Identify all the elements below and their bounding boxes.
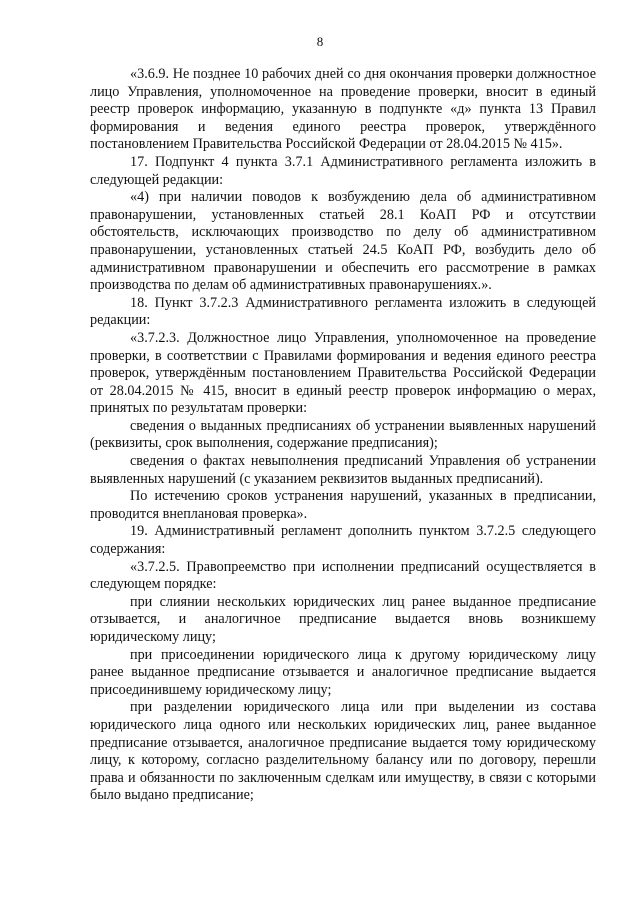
paragraph-prescriptions-info: сведения о выданных предписаниях об устранении выявленных нарушений (реквизиты, срок выполнения, содержание предписания); bbox=[90, 417, 596, 452]
paragraph-3-7-2-3: «3.7.2.3. Должностное лицо Управления, уполномоченное на проведение проверки, в соответствии с Правилами формирования и ведения единого реестра проверок, утверждённым постановлением Правительства Российской Федерации от 28.04.2015 № 415, вносит в единый реестр проверок информацию о мерах, принятых по результатам проверки: bbox=[90, 329, 596, 417]
paragraph-unscheduled-inspection: По истечению сроков устранения нарушений, указанных в предписании, проводится внеплановая проверка». bbox=[90, 488, 596, 522]
paragraph-item-19: 19. Административный регламент дополнить пунктом 3.7.2.5 следующего содержания: bbox=[90, 523, 596, 558]
document-body bbox=[90, 66, 596, 805]
paragraph-item-18: 18. Пункт 3.7.2.3 Административного регламента изложить в следующей редакции: bbox=[90, 294, 596, 329]
paragraph-accession: при присоединении юридического лица к другому юридическому лицу ранее выданное предписание отзывается и аналогичное предписание выдается присоединившему юридическому лицу; bbox=[90, 646, 596, 698]
paragraph-non-fulfillment-info: сведения о фактах невыполнения предписаний Управления об устранении выявленных нарушений (с указанием реквизитов выданных предписаний). bbox=[90, 453, 596, 487]
paragraph-item-17: 17. Подпункт 4 пункта 3.7.1 Административного регламента изложить в следующей редакции: bbox=[90, 153, 596, 188]
paragraph-3-6-9: «3.6.9. Не позднее 10 рабочих дней со дня окончания проверки должностное лицо Управления, уполномоченное на проведение проверки, вносит в единый реестр проверок информацию, указанную в подпункте «д» пункта 13 Правил формирования и ведения единого реестра проверок, утверждённого постановлением Правительства Российской Федерации от 28.04.2015 № 415». bbox=[90, 66, 596, 153]
paragraph-division: при разделении юридического лица или при выделении из состава юридического лица одного или нескольких юридических лиц, ранее выданное предписание отзывается, аналогичное предписание выдается тому юридическому лицу, к которому, согласно разделительному балансу или по договору, перешли права и обязанности по заключенным сделкам или имуществу, в связи с которыми было выдано предписание; bbox=[90, 699, 596, 804]
page-number: 8 bbox=[316, 34, 324, 49]
paragraph-merger: при слиянии нескольких юридических лиц ранее выданное предписание отзывается, и аналогичное предписание выдается вновь возникшему юридическому лицу; bbox=[90, 593, 596, 645]
paragraph-3-7-2-5: «3.7.2.5. Правопреемство при исполнении предписаний осуществляется в следующем порядке: bbox=[90, 558, 596, 593]
paragraph-subpoint-4: «4) при наличии поводов к возбуждению дела об административном правонарушении, установленных статьей 28.1 КоАП РФ и отсутствии обстоятельств, исключающих производство по делу об административном правонарушении, установленных статьей 24.5 КоАП РФ, возбудить дело об административном правонарушении и обеспечить его рассмотрение в рамках производства по делам об административных правонарушениях.». bbox=[90, 189, 596, 294]
